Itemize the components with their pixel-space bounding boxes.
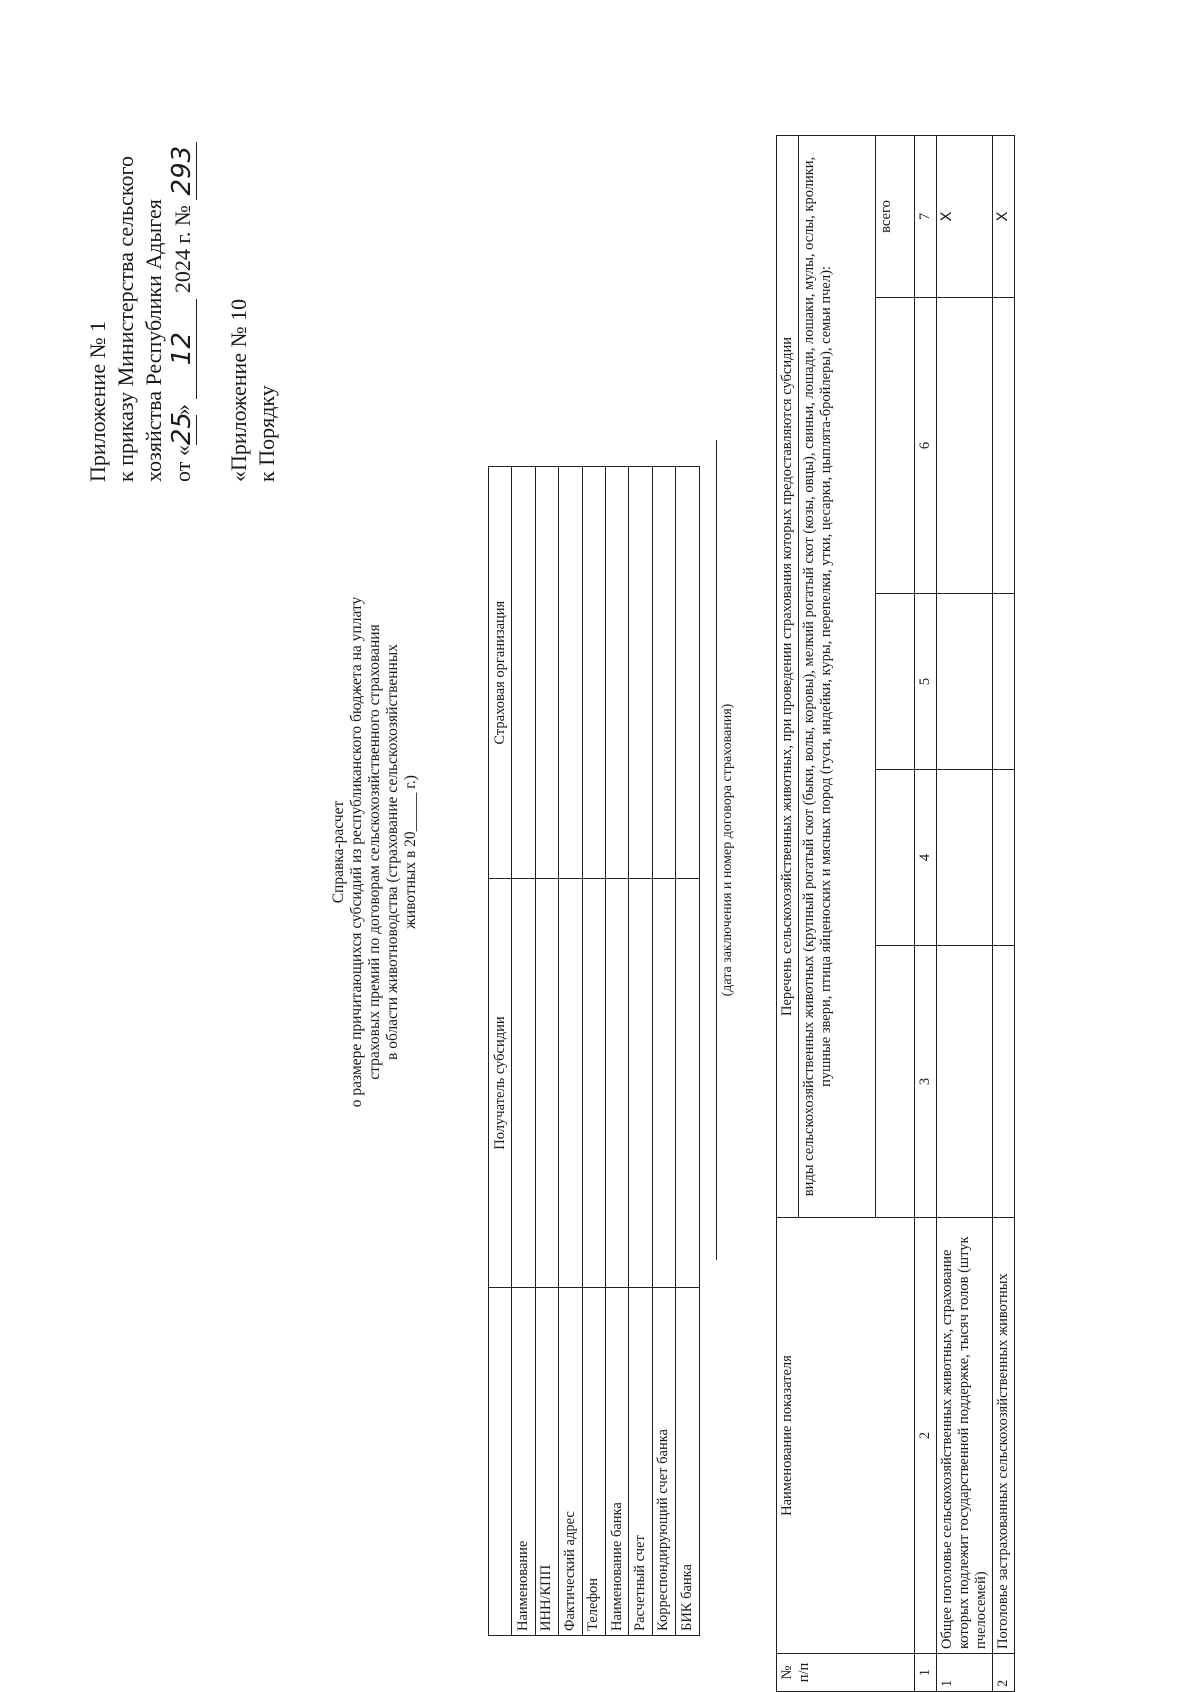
document-title: Справка-расчет о размере причитающихся субсидий из республиканского бюджета на уплату страховых премий по договорам сельскохозяйственного страхования в области животноводства (страхование сельскохозяйственных животных в 20_____ г.) <box>330 596 419 1108</box>
insurer-column-header: Страховая организация <box>489 467 512 879</box>
info-row: Наименование банка <box>605 467 628 1636</box>
row-number-header: № п/п <box>777 1654 915 1692</box>
species-cell-blank <box>876 594 915 770</box>
species-header: виды сельскохозяйственных животных (крупный рогатый скот (быки, волы, коровы), мелкий рогатый скот (козы, овцы), свиньи, лошади, лошаки, мулы, ослы, кролики, пушные звери, птица яйценоских и мясных пород (гуси, индейки, куры, перепелки, утки, цесарки, цыплята-бройлеры), семьи пчел): <box>799 136 876 1218</box>
info-row: Фактический адрес <box>559 467 582 1636</box>
handwritten-month: 12 <box>168 299 197 399</box>
info-row: Расчетный счет <box>629 467 652 1636</box>
info-row: Наименование <box>512 467 535 1636</box>
species-cell-blank <box>876 298 915 594</box>
appendix-10: «Приложение № 10 <box>226 298 251 482</box>
ministry-name: хозяйства Республики Адыгея <box>141 199 166 482</box>
handwritten-day: 25 <box>167 412 197 446</box>
appendix-number: Приложение № 1 <box>85 320 110 482</box>
contract-caption: (дата заключения и номер договора страхования) <box>720 703 735 997</box>
handwritten-order-number: 293 <box>168 142 197 200</box>
column-number-row: 1 2 3 4 5 6 7 <box>915 136 937 1692</box>
recipient-column-header: Получатель субсидии <box>489 879 512 1287</box>
contract-line <box>716 440 717 1260</box>
order-date-line: от «25» 12 2024 г. № 293 <box>168 42 197 482</box>
info-table-header <box>489 467 512 1636</box>
not-applicable-mark: Х <box>937 136 993 298</box>
info-row: Телефон <box>582 467 605 1636</box>
not-applicable-mark: Х <box>993 136 1015 298</box>
total-header: всего <box>876 136 915 298</box>
table-row: 1 Общее поголовье сельскохозяйственных животных, страхование которых подлежит государственной поддержке, тысяч голов (штук пчелосемей) Х <box>937 136 993 1692</box>
info-row: Корреспондирующий счет банка <box>652 467 675 1636</box>
species-cell-blank <box>876 770 915 946</box>
order-header <box>84 42 281 482</box>
order-reference: к приказу Министерства сельского <box>113 156 138 482</box>
procedure-reference: к Порядку <box>254 385 279 482</box>
table-row: 2 Поголовье застрахованных сельскохозяйственных животных Х <box>993 136 1015 1692</box>
species-cell-blank <box>876 946 915 1218</box>
info-row: БИК банка <box>676 467 699 1636</box>
recipient-info-table <box>488 466 700 1636</box>
info-row: ИНН/КПП <box>535 467 558 1636</box>
indicator-name-header: Наименование показателя <box>777 1218 915 1654</box>
livestock-group-header: Перечень сельскохозяйственных животных, при проведении страхования которых предоставляются субсидии <box>777 136 799 1218</box>
livestock-subsidy-table <box>776 135 1015 1692</box>
